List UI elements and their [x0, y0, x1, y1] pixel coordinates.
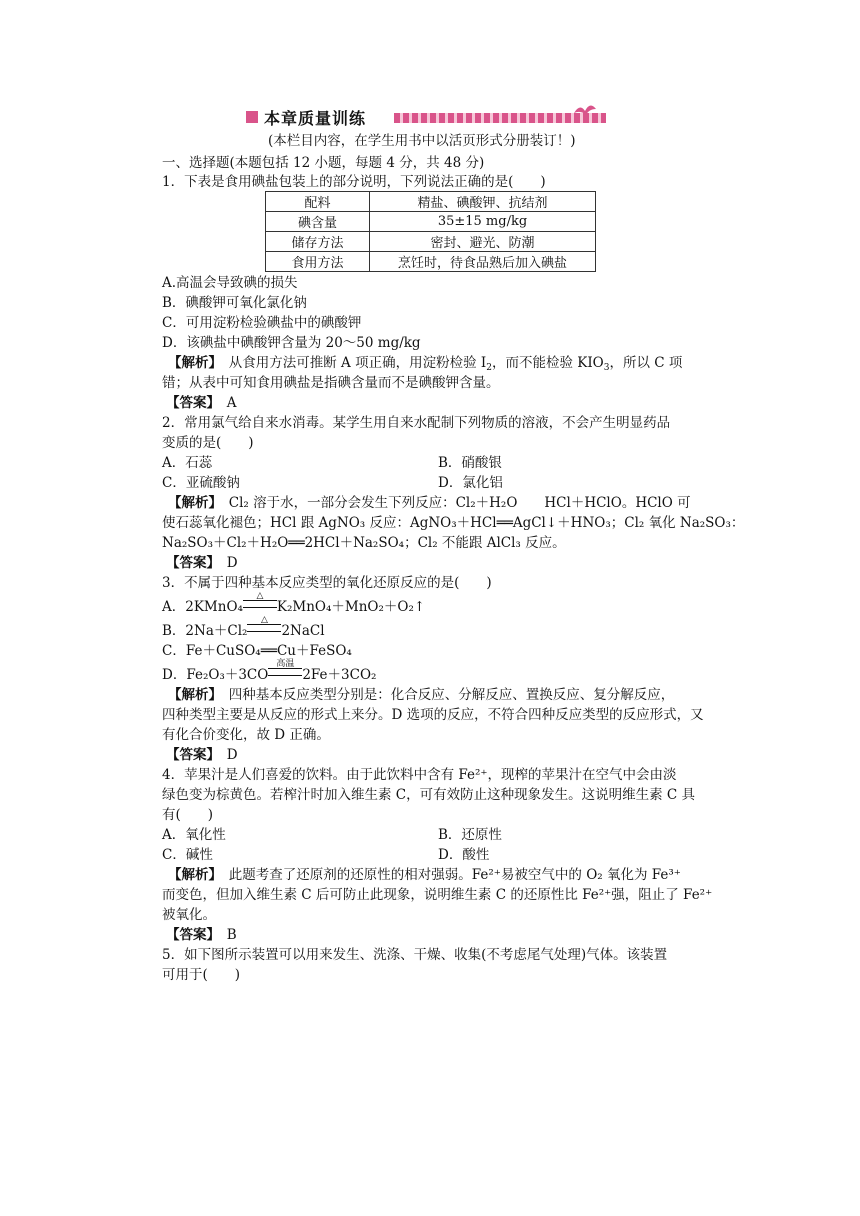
explanation-text: 从食用方法可推断 A 项正确，用淀粉检验 I: [215, 355, 487, 371]
subscript: 2: [486, 363, 492, 373]
q3-option-c: C．Fe＋CuSO₄══Cu＋FeSO₄: [162, 643, 352, 659]
answer-label: 【答案】: [166, 395, 214, 411]
reaction-arrow: [268, 659, 302, 684]
q4-answer: [166, 926, 237, 944]
table-cell: 精盐、碘酸钾、抗结剂: [370, 192, 596, 212]
q2-explanation-line-3: Na₂SO₃＋Cl₂＋H₂O══2HCl＋Na₂SO₄；Cl₂ 不能跟 AlCl₃ 反应。: [162, 535, 566, 551]
answer-value: B: [213, 927, 237, 943]
table-cell: 碘含量: [266, 212, 370, 232]
reaction-condition: 高温: [276, 659, 295, 669]
q5-stem-line-1: 5．如下图所示装置可以用来发生、洗涤、干燥、收集(不考虑尾气处理)气体。该装置: [162, 947, 668, 963]
reaction-condition: △: [256, 591, 264, 601]
table-cell: 储存方法: [266, 232, 370, 252]
explanation-label: 【解析】: [168, 867, 216, 883]
answer-label: 【答案】: [166, 747, 214, 763]
q4-explanation-line-3: 被氧化。: [162, 907, 216, 923]
q3-option-a: [162, 591, 426, 616]
reaction-condition: △: [260, 615, 268, 625]
q4-stem-line-1: 4．苹果汁是人们喜爱的饮料。由于此饮料中含有 Fe²⁺，现榨的苹果汁在空气中会由淡: [162, 767, 677, 783]
q1-option-c: C．可用淀粉检验碘盐中的碘酸钾: [162, 315, 362, 331]
q4-stem-line-3: 有( ): [162, 807, 214, 823]
answer-value: D: [213, 747, 238, 763]
q2-option-b: B．硝酸银: [438, 455, 502, 471]
answer-label: 【答案】: [166, 555, 214, 571]
q2-answer: [166, 554, 238, 572]
q2-option-d: D．氯化铝: [438, 475, 503, 491]
q4-option-c: C．碱性: [162, 847, 213, 863]
explanation-text: ，所以 C 项: [609, 355, 683, 371]
q5-stem-line-2: 可用于( ): [162, 967, 241, 983]
table-row: [266, 212, 596, 232]
banner-title: 本章质量训练: [264, 109, 367, 128]
q3-explanation-line-1: [168, 686, 674, 704]
q4-explanation-line-1: [168, 866, 681, 884]
equation-left: D．Fe₂O₃＋3CO: [162, 667, 269, 683]
subscript: 3: [603, 363, 610, 373]
q4-option-b: B．还原性: [438, 827, 502, 843]
section-heading: 一、选择题(本题包括 12 小题，每题 4 分，共 48 分): [162, 155, 485, 171]
explanation-text: 四种基本反应类型分别是：化合反应、分解反应、置换反应、复分解反应，: [215, 687, 675, 703]
explanation-text: Cl₂ 溶于水，一部分会发生下列反应：Cl₂＋H₂O HCl＋HClO。HClO 可: [215, 495, 691, 511]
reaction-arrow: [247, 615, 281, 640]
equation-right: 2NaCl: [281, 623, 325, 639]
q4-stem-line-2: 绿色变为棕黄色。若榨汁时加入维生素 C，可有效防止这种现象发生。这说明维生素 C 具: [162, 787, 696, 803]
equation-left: B．2Na＋Cl₂: [162, 623, 248, 639]
q2-explanation-line-1: [168, 494, 691, 512]
table-cell: 食用方法: [266, 252, 370, 272]
table-cell: 配料: [266, 192, 370, 212]
q1-stem: 1．下表是食用碘盐包装上的部分说明，下列说法正确的是( ): [162, 174, 546, 190]
explanation-text: 此题考查了还原剂的还原性的相对强弱。Fe²⁺易被空气中的 O₂ 氧化为 Fe³⁺: [215, 867, 681, 883]
q3-explanation-line-2: 四种类型主要是从反应的形式上来分。D 选项的反应，不符合四种反应类型的反应形式，又: [162, 707, 704, 723]
equation-left: A．2KMnO₄: [162, 599, 243, 615]
answer-label: 【答案】: [166, 927, 214, 943]
q2-option-a: A．石蕊: [162, 455, 213, 471]
answer-value: D: [213, 555, 238, 571]
table-cell: 35±15 mg/kg: [370, 212, 596, 232]
explanation-label: 【解析】: [168, 495, 216, 511]
banner-square-icon: [246, 111, 258, 123]
table-cell: 密封、避光、防潮: [370, 232, 596, 252]
explanation-text: ，而不能检验 KIO: [491, 355, 604, 371]
table-row: [266, 192, 596, 212]
q1-option-d: D．该碘盐中碘酸钾含量为 20～50 mg/kg: [162, 335, 421, 351]
q1-table: [265, 191, 596, 272]
q2-explanation-line-2: 使石蕊氧化褪色；HCl 跟 AgNO₃ 反应：AgNO₃＋HCl══AgCl↓＋HNO₃；Cl₂ 氧化 Na₂SO₃：: [162, 515, 745, 531]
table-row: [266, 252, 596, 272]
answer-value: A: [213, 395, 237, 411]
chapter-banner: [246, 107, 612, 127]
q3-option-b: [162, 615, 325, 640]
q2-stem-line-2: 变质的是( ): [162, 435, 254, 451]
q2-stem-line-1: 2．常用氯气给自来水消毒。某学生用自来水配制下列物质的溶液，不会产生明显药品: [162, 415, 671, 431]
q1-explanation-line-2: 错；从表中可知食用碘盐是指碘含量而不是碘酸钾含量。: [162, 375, 500, 391]
explanation-label: 【解析】: [168, 687, 216, 703]
table-row: [266, 232, 596, 252]
table-cell: 烹饪时，待食品熟后加入碘盐: [370, 252, 596, 272]
q1-option-a: A.高温会导致碘的损失: [162, 275, 298, 291]
q4-option-d: D．酸性: [438, 847, 490, 863]
equation-right: K₂MnO₄＋MnO₂＋O₂↑: [276, 599, 426, 615]
bird-icon: [572, 101, 598, 121]
equation-right: 2Fe＋3CO₂: [302, 667, 377, 683]
binding-note: (本栏目内容，在学生用书中以活页形式分册装订！): [268, 133, 576, 149]
explanation-label: 【解析】: [168, 355, 216, 371]
q1-answer: [166, 394, 237, 412]
q1-option-b: B．碘酸钾可氧化氯化钠: [162, 295, 307, 311]
q4-explanation-line-2: 而变色，但加入维生素 C 后可防止此现象，说明维生素 C 的还原性比 Fe²⁺强，阻止了 Fe²⁺: [162, 887, 713, 903]
q4-option-a: A．氧化性: [162, 827, 226, 843]
q3-explanation-line-3: 有化合价变化，故 D 正确。: [162, 727, 330, 743]
q3-option-d: [162, 659, 377, 684]
q3-stem: 3．不属于四种基本反应类型的氧化还原反应的是( ): [162, 575, 492, 591]
q3-answer: [166, 746, 238, 764]
q2-option-c: C．亚硫酸钠: [162, 475, 240, 491]
